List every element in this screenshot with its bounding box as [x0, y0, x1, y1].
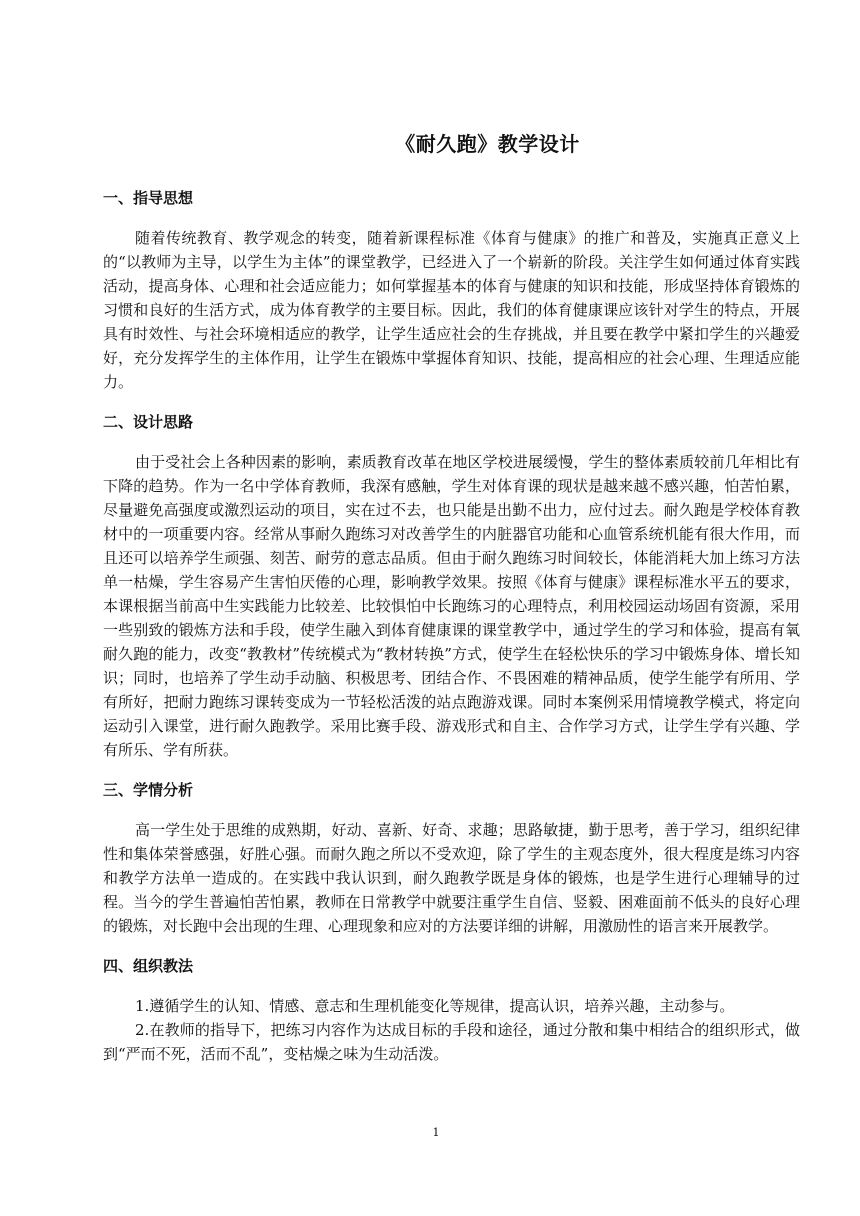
page-title: 《耐久跑》教学设计: [395, 132, 580, 156]
page-number: 1: [432, 1126, 440, 1139]
section-paragraph: 高一学生处于思维的成熟期，好动、喜新、好奇、求趣；思路敏捷，勤于思考，善于学习，组织纪律性和集体荣誉感强，好胜心强。而耐久跑之所以不受欢迎，除了学生的主观态度外，很大程度是练习内容和教学方法单一造成的。在实践中我认识到，耐久跑教学既是身体的锻炼，也是学生进行心理辅导的过程。当今的学生普遍怕苦怕累，教师在日常教学中就要注重学生自信、竖毅、困难面前不低头的良好心理的锻炼，对长跑中会出现的生理、心理现象和应对的方法要详细的讲解，用激励性的语言来开展教学。: [103, 821, 800, 935]
numbered-paragraph: 1.遵循学生的认知、情感、意志和生理机能变化等规律，提高认识，培养兴趣，主动参与。: [135, 997, 735, 1015]
section-guiding-ideology: [103, 186, 800, 394]
section-heading: 三、学情分析: [103, 781, 194, 799]
numbered-paragraph: 2.在教师的指导下，把练习内容作为达成目标的手段和途径，通过分散和集中相结合的组织形式，做到“严而不死，活而不乱”，变枯燥之味为生动活泼。: [103, 1021, 800, 1063]
section-paragraph: 随着传统教育、教学观念的转变，随着新课程标准《体育与健康》的推广和普及，实施真正意义上的“以教师为主导，以学生为主体”的课堂教学，已经进入了一个崭新的阶段。关注学生如何通过体育实践活动，提高身体、心理和社会适应能力；如何掌握基本的体育与健康的知识和技能，形成坚持体育锻炼的习惯和良好的生活方式，成为体育教学的主要目标。因此，我们的体育健康课应该针对学生的特点，开展具有时效性、与社会环境相适应的教学，让学生适应社会的生存挑战，并且要在教学中紧扣学生的兴趣爱好，充分发挥学生的主体作用，让学生在锻炼中掌握体育知识、技能，提高相应的社会心理、生理适应能力。: [103, 229, 800, 391]
section-teaching-methods: [103, 954, 800, 1066]
section-paragraph: 由于受社会上各种因素的影响，素质教育改革在地区学校进展缓慢，学生的整体素质较前几年相比有下降的趋势。作为一名中学体育教师，我深有感触，学生对体育课的现状是越来越不感兴趣，怕苦怕累，尽量避免高强度或激烈运动的项目，实在过不去，也只能是出勤不出力，应付过去。耐久跑是学校体育教材中的一项重要内容。经常从事耐久跑练习对改善学生的内脏器官功能和心血管系统机能有很大作用，而且还可以培养学生顽强、刻苦、耐劳的意志品质。但由于耐久跑练习时间较长，体能消耗大加上练习方法单一枯燥，学生容易产生害怕厌倦的心理，影响教学效果。按照《体育与健康》课程标准水平五的要求，本课根据当前高中生实践能力比较差、比较惧怕中长跑练习的心理特点，利用校园运动场固有资源，采用一些别致的锻炼方法和手段，使学生融入到体育健康课的课堂教学中，通过学生的学习和体验，提高有氧耐久跑的能力，改变“教教材”传统模式为“教材转换”方式，使学生在轻松快乐的学习中锻炼身体、增长知识；同时，也培养了学生动手动脑、积极思考、团结合作、不畏困难的精神品质，使学生能学有所用、学有所好，把耐力跑练习课转变成为一节轻松活泼的站点跑游戏课。同时本案例采用情境教学模式，将定向运动引入课堂，进行耐久跑教学。采用比赛手段、游戏形式和自主、合作学习方式，让学生学有兴趣、学有所乐、学有所获。: [103, 453, 800, 759]
section-learner-analysis: [103, 778, 800, 938]
section-heading: 一、指导思想: [103, 189, 194, 207]
section-heading: 四、组织教法: [103, 957, 194, 975]
document-body: [103, 186, 800, 1066]
section-heading: 二、设计思路: [103, 413, 194, 431]
section-design-approach: [103, 410, 800, 762]
